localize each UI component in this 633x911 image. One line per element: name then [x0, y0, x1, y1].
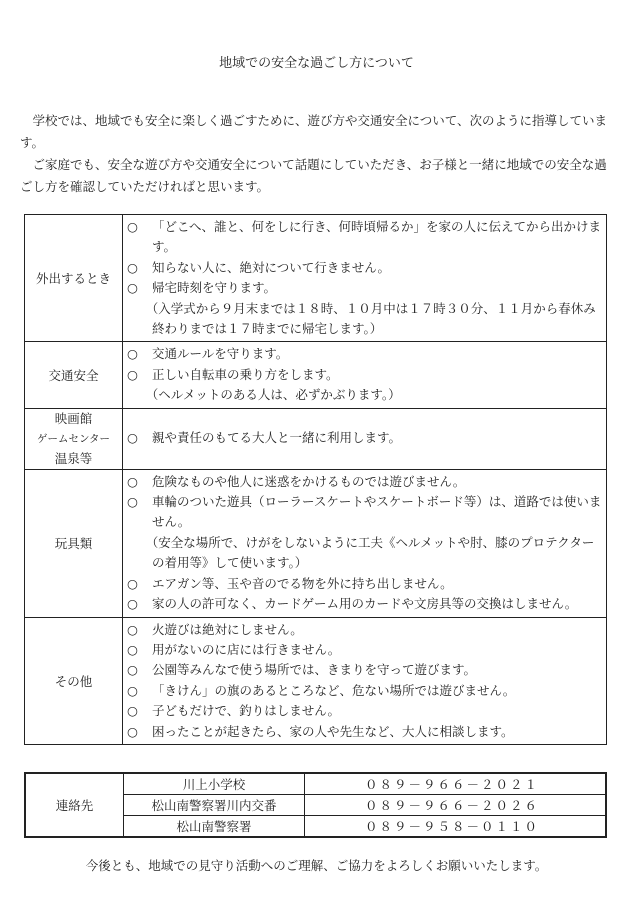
circle-bullet-icon: ○	[127, 596, 138, 612]
rule-item	[127, 620, 602, 640]
rule-item	[127, 428, 602, 448]
intro-paragraph: ご家庭でも、安全な遊び方や交通安全について話題にしていただき、お子様と一緒に地域での安全な過ごし方を確認していただければと思います。	[20, 157, 607, 194]
rule-item	[127, 594, 602, 614]
rule-content	[123, 215, 607, 342]
rule-item	[127, 701, 602, 721]
rule-content	[123, 469, 607, 617]
rule-row	[25, 342, 607, 408]
rule-text: 正しい自転車の乗り方をします。	[152, 366, 339, 382]
rule-item	[127, 258, 602, 278]
contact-org: 川上小学校	[124, 773, 305, 795]
rule-category: 外出するとき	[25, 215, 123, 342]
circle-bullet-icon: ○	[127, 259, 138, 275]
rule-text: 用がないのに店には行きません。	[152, 641, 341, 657]
rule-text: 子どもだけで、釣りはしません。	[152, 703, 341, 719]
contact-org: 松山南警察署川内交番	[124, 795, 305, 816]
circle-bullet-icon: ○	[127, 366, 138, 382]
circle-bullet-icon: ○	[127, 682, 138, 698]
rule-text: 火遊びは絶対にしません。	[152, 621, 303, 637]
circle-bullet-icon: ○	[127, 662, 138, 678]
closing-message: 今後とも、地域での見守り活動へのご理解、ご協力をよろしくお願いいたします。	[85, 858, 548, 873]
rule-text: （安全な場所で、けがをしないように工夫《ヘルメットや肘、膝のプロテクターの着用等》して使います。）	[145, 534, 595, 571]
rule-note	[127, 299, 602, 340]
circle-bullet-icon: ○	[127, 723, 138, 739]
rule-item	[127, 574, 602, 594]
rule-row	[25, 617, 607, 744]
rule-category: その他	[25, 617, 123, 744]
rule-category-line: ゲームセンター	[36, 432, 111, 445]
rule-row	[25, 408, 607, 469]
rule-row	[25, 215, 607, 342]
rule-text: （ヘルメットのある人は、必ずかぶります。）	[145, 387, 401, 403]
rule-content	[123, 408, 607, 469]
rule-text: 帰宅時刻を守ります。	[152, 280, 277, 296]
rule-text: エアガン等、玉や音のでる物を外に持ち出しません。	[152, 575, 453, 591]
rule-item	[127, 217, 602, 258]
contact-table	[24, 772, 607, 838]
rule-text: （入学式から９月末までは１８時、１０月中は１７時３０分、１１月から春休み終わりまでは１７時までに帰宅します。）	[145, 300, 596, 337]
circle-bullet-icon: ○	[127, 346, 138, 362]
intro-paragraph: 学校では、地域でも安全に楽しく過ごすために、遊び方や交通安全について、次のように指導しています。	[20, 113, 608, 150]
circle-bullet-icon: ○	[127, 621, 138, 637]
rule-item	[127, 640, 602, 660]
intro	[20, 110, 610, 198]
rule-category: 玩具類	[25, 469, 123, 617]
contact-phone: ０８９－９６６－２０２１	[305, 773, 607, 795]
rule-item	[127, 344, 602, 364]
rules-table	[24, 214, 607, 745]
rule-content	[123, 617, 607, 744]
contact-phone: ０８９－９６６－２０２６	[305, 795, 607, 816]
rule-row	[25, 469, 607, 617]
page-title: 地域での安全な過ごし方について	[219, 56, 414, 71]
rule-category-line: 温泉等	[54, 450, 93, 466]
circle-bullet-icon: ○	[127, 641, 138, 657]
rule-item	[127, 365, 602, 385]
rule-text: 交通ルールを守ります。	[152, 346, 289, 362]
rule-text: 家の人の許可なく、カードゲーム用のカードや文房具等の交換はしません。	[152, 596, 578, 612]
rule-text: 「きけん」の旗のあるところなど、危ない場所では遊びません。	[152, 682, 516, 698]
circle-bullet-icon: ○	[127, 473, 138, 489]
rule-text: 公園等みんなで使う場所では、きまりを守って遊びます。	[152, 662, 477, 678]
rule-item	[127, 278, 602, 298]
rule-item	[127, 681, 602, 701]
rule-text: 困ったことが起きたら、家の人や先生など、大人に相談します。	[152, 723, 514, 739]
rule-text: 危険なものや他人に迷惑をかけるものでは遊びません。	[152, 473, 466, 489]
circle-bullet-icon: ○	[127, 575, 138, 591]
rule-text: 車輪のついた遊具（ローラースケートやスケートボード等）は、道路では使いません。	[152, 494, 602, 530]
rule-item	[127, 722, 602, 742]
rule-category	[25, 408, 123, 469]
rule-content	[123, 342, 607, 408]
contact-row	[25, 773, 606, 795]
rule-item	[127, 472, 602, 492]
circle-bullet-icon: ○	[127, 703, 138, 719]
rule-note	[127, 385, 602, 405]
rule-note	[127, 533, 602, 574]
rule-text: 親や責任のもてる大人と一緒に利用します。	[152, 430, 402, 446]
contact-org: 松山南警察署	[124, 816, 305, 838]
contact-label: 連絡先	[25, 773, 124, 837]
rule-text: 「どこへ、誰と、何をしに行き、何時頃帰るか」を家の人に伝えてから出かけます。	[152, 219, 602, 255]
circle-bullet-icon: ○	[127, 494, 138, 510]
circle-bullet-icon: ○	[127, 430, 138, 446]
rule-category: 交通安全	[25, 342, 123, 408]
contact-phone: ０８９－９５８－０１１０	[305, 816, 607, 838]
rule-text: 知らない人に、絶対について行きません。	[152, 259, 391, 275]
rule-item	[127, 492, 602, 533]
rule-category-line: 映画館	[54, 410, 93, 426]
circle-bullet-icon: ○	[127, 280, 138, 296]
rule-item	[127, 660, 602, 680]
circle-bullet-icon: ○	[127, 219, 138, 234]
